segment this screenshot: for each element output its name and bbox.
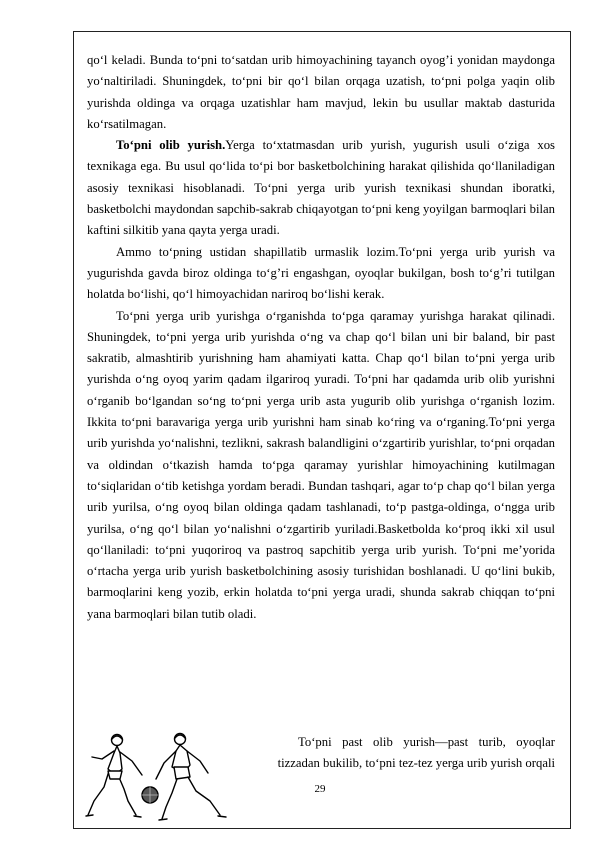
figure-caption xyxy=(240,732,555,775)
paragraph-1 xyxy=(87,50,555,135)
basketball-players-dribbling-icon xyxy=(84,731,244,823)
paragraph-1-text: qo‘l keladi. Bunda to‘pni to‘satdan urib himoyachining tayanch oyog’i yonidan maydonga yo‘naltiriladi. Shuningdek, to‘pni bir qo‘l bilan orqaga uzatish, to‘pni polga yaqin olib yurishda oldinga va orqaga uzatishlar ham mavjud, lekin bu usullar maktab dasturida ko‘rsatilmagan. xyxy=(87,53,555,131)
paragraph-4-text: To‘pni yerga urib yurishga o‘rganishda to‘pga qaramay yurishga harakat qilinadi. Shuningdek, to‘pni yerga urib yurishda o‘ng va chap qo‘l bilan uni bir baland, bir past sakratib, almashtirib yurishning ham ahamiyati katta. Chap qo‘l bilan to‘pni yerga urib yurishda o‘ng oyoq yarim qadam ilgariroq yuradi. To‘pni har qadamda urib olib yurishni o‘rganib bo‘lgandan so‘ng to‘pni yerga urib asta yugurib olib yurishga o‘rganish lozim. Ikkita to‘pni baravariga yerga urib yurishni ham sinab ko‘ring va o‘rganing.To‘pni yerga urib yurishda yo‘nalishni, tezlikni, sakrash balandligini o‘zgartirib yurishlar, to‘pni orqadan va oldindan o‘tkazish hamda to‘pga qaramay yurishlar himoyachining kutilmagan to‘siqlaridan o‘tib ketishga yordam beradi. Bundan tashqari, agar to‘p chap qo‘l bilan yerga urib yurilsa, o‘ng oyoq bilan oldinga qadam tashlanadi, to‘p pastga-oldinga, o‘ngga urib yurilsa, o‘ng qo‘l bilan yo‘nalishni o‘zgartirib yuriladi.Basketbolda ko‘proq ikki xil usul qo‘llaniladi: to‘pni yuqoriroq va pastroq sapchitib yerga urib yurish. To‘pni me’yorida o‘rtacha yerga urib yurish basketbolchining asosiy turishidan boshlanadi. U qo‘lini bukib, barmoqlarini keng yozib, erkin holatda to‘pni yerga uradi, shunda sakrab chiqqan to‘pni yana barmoqlari bilan tutib oladi. xyxy=(87,308,555,621)
paragraph-3-text: Ammo to‘pning ustidan shapillatib urmaslik lozim.To‘pni yerga urib yurish va yugurishda gavda biroz oldinga to‘g’ri engashgan, oyoqlar bukilgan, bosh to‘g’ri tutilgan holatda bo‘lishi, qo‘l himoyachidan nariroq bo‘lishi kerak. xyxy=(87,244,555,302)
page-number: 29 xyxy=(314,783,326,795)
figure-caption-line-1: To‘pni past olib yurish—past turib, oyoqlar xyxy=(298,735,555,749)
paragraph-4 xyxy=(87,306,555,625)
figure-caption-line-2: tizzadan bukilib, to‘pni tez-tez yerga urib yurish orqali xyxy=(277,756,555,771)
paragraph-2-heading: To‘pni olib yurish. xyxy=(116,138,226,153)
paragraph-2 xyxy=(87,135,555,241)
body-text xyxy=(87,50,555,625)
paragraph-2-text: Yerga to‘xtatmasdan urib yurish, yugurish usuli o‘ziga xos texnikaga ega. Bu usul qo‘lida to‘pi bor basketbolchining harakat qilishida qo‘llaniladigan asosiy texnikasi hisoblanadi. To‘pni yerga urib yurish texnikasi shundan iboratki, basketbolchi maydondan sapchib-sakrab chiqayotgan to‘pni keng yoyilgan barmoqlari bilan kaftini silkitib yana qayta yerga uradi. xyxy=(87,138,555,238)
paragraph-3 xyxy=(87,242,555,306)
